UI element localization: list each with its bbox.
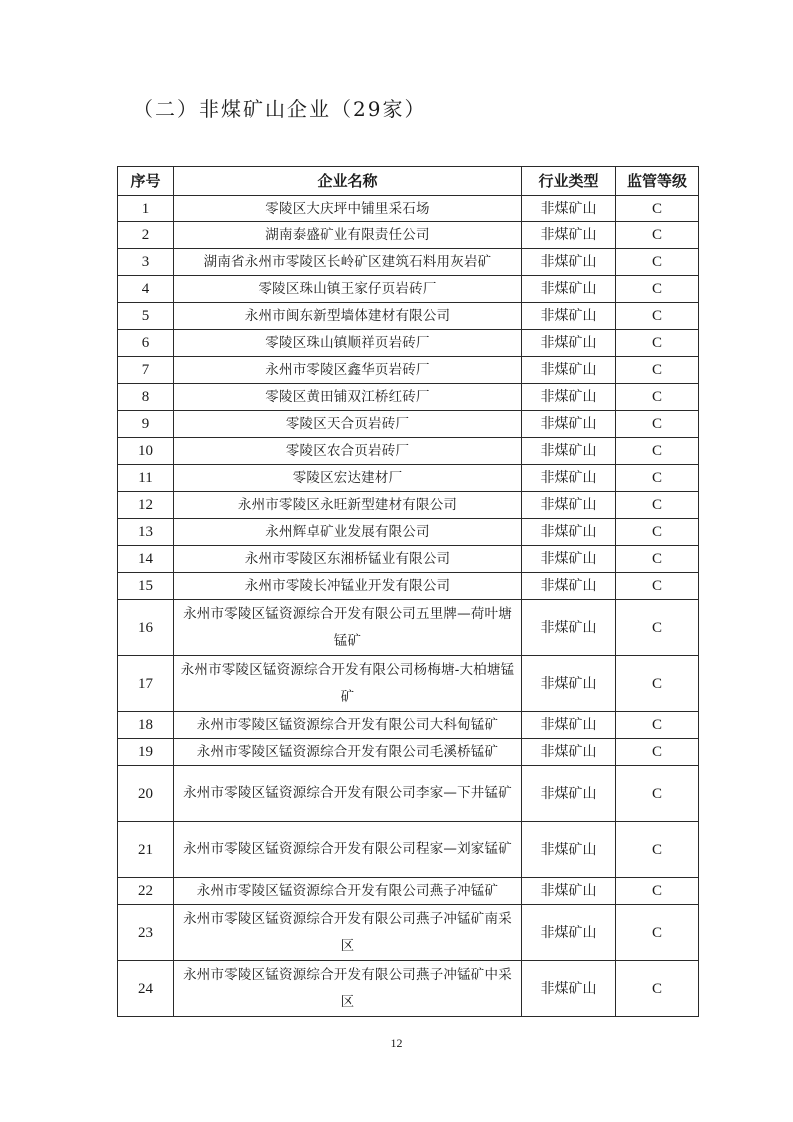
row-seq: 14	[118, 546, 174, 573]
table-row	[118, 739, 699, 766]
row-company-name: 永州市闽东新型墙体建材有限公司	[174, 303, 522, 330]
table-row	[118, 519, 699, 546]
row-industry-type: 非煤矿山	[522, 438, 616, 465]
row-supervision-grade: C	[616, 303, 699, 330]
row-company-name: 永州市零陵长冲锰业开发有限公司	[174, 573, 522, 600]
row-supervision-grade: C	[616, 249, 699, 276]
row-supervision-grade: C	[616, 656, 699, 712]
table-row	[118, 276, 699, 303]
row-company-name: 湖南泰盛矿业有限责任公司	[174, 222, 522, 249]
table-body	[118, 196, 699, 1017]
row-company-name: 永州市零陵区鑫华页岩砖厂	[174, 357, 522, 384]
row-industry-type: 非煤矿山	[522, 739, 616, 766]
row-supervision-grade: C	[616, 492, 699, 519]
row-supervision-grade: C	[616, 739, 699, 766]
row-seq: 19	[118, 739, 174, 766]
row-seq: 20	[118, 766, 174, 822]
row-seq: 7	[118, 357, 174, 384]
header-type: 行业类型	[522, 167, 616, 196]
row-supervision-grade: C	[616, 222, 699, 249]
row-supervision-grade: C	[616, 766, 699, 822]
table-row	[118, 249, 699, 276]
table-row	[118, 878, 699, 905]
row-industry-type: 非煤矿山	[522, 961, 616, 1017]
row-industry-type: 非煤矿山	[522, 519, 616, 546]
row-industry-type: 非煤矿山	[522, 573, 616, 600]
row-company-name: 永州市零陵区锰资源综合开发有限公司大科甸锰矿	[174, 712, 522, 739]
table-row	[118, 196, 699, 222]
row-industry-type: 非煤矿山	[522, 600, 616, 656]
row-company-name: 永州市零陵区锰资源综合开发有限公司程家—刘家锰矿	[174, 822, 522, 878]
row-company-name: 永州市零陵区锰资源综合开发有限公司杨梅塘-大柏塘锰矿	[174, 656, 522, 712]
row-seq: 1	[118, 196, 174, 222]
row-company-name: 永州市零陵区东湘桥锰业有限公司	[174, 546, 522, 573]
row-seq: 15	[118, 573, 174, 600]
row-industry-type: 非煤矿山	[522, 546, 616, 573]
row-company-name: 零陵区珠山镇顺祥页岩砖厂	[174, 330, 522, 357]
row-seq: 2	[118, 222, 174, 249]
row-supervision-grade: C	[616, 384, 699, 411]
row-company-name: 零陵区农合页岩砖厂	[174, 438, 522, 465]
row-industry-type: 非煤矿山	[522, 878, 616, 905]
row-supervision-grade: C	[616, 330, 699, 357]
row-supervision-grade: C	[616, 878, 699, 905]
row-company-name: 永州市零陵区锰资源综合开发有限公司燕子冲锰矿中采区	[174, 961, 522, 1017]
row-seq: 11	[118, 465, 174, 492]
row-supervision-grade: C	[616, 546, 699, 573]
row-company-name: 零陵区大庆坪中铺里采石场	[174, 196, 522, 222]
row-supervision-grade: C	[616, 822, 699, 878]
table-row	[118, 330, 699, 357]
row-supervision-grade: C	[616, 712, 699, 739]
row-company-name: 永州市零陵区锰资源综合开发有限公司李家—下井锰矿	[174, 766, 522, 822]
row-industry-type: 非煤矿山	[522, 822, 616, 878]
row-company-name: 永州市零陵区锰资源综合开发有限公司燕子冲锰矿南采区	[174, 905, 522, 961]
row-seq: 23	[118, 905, 174, 961]
row-industry-type: 非煤矿山	[522, 492, 616, 519]
table-row	[118, 303, 699, 330]
row-seq: 10	[118, 438, 174, 465]
row-company-name: 湖南省永州市零陵区长岭矿区建筑石料用灰岩矿	[174, 249, 522, 276]
table-row	[118, 546, 699, 573]
table-row	[118, 492, 699, 519]
header-seq: 序号	[118, 167, 174, 196]
row-industry-type: 非煤矿山	[522, 384, 616, 411]
row-supervision-grade: C	[616, 276, 699, 303]
row-industry-type: 非煤矿山	[522, 465, 616, 492]
table-row	[118, 905, 699, 961]
row-supervision-grade: C	[616, 600, 699, 656]
row-supervision-grade: C	[616, 519, 699, 546]
row-seq: 22	[118, 878, 174, 905]
table-row	[118, 465, 699, 492]
row-seq: 5	[118, 303, 174, 330]
row-supervision-grade: C	[616, 438, 699, 465]
table-row	[118, 573, 699, 600]
table-row	[118, 384, 699, 411]
row-seq: 24	[118, 961, 174, 1017]
row-company-name: 零陵区天合页岩砖厂	[174, 411, 522, 438]
table-row	[118, 357, 699, 384]
row-company-name: 永州辉卓矿业发展有限公司	[174, 519, 522, 546]
row-company-name: 零陵区黄田铺双江桥红砖厂	[174, 384, 522, 411]
row-industry-type: 非煤矿山	[522, 357, 616, 384]
row-industry-type: 非煤矿山	[522, 249, 616, 276]
row-supervision-grade: C	[616, 196, 699, 222]
table-row	[118, 961, 699, 1017]
row-supervision-grade: C	[616, 411, 699, 438]
row-company-name: 永州市零陵区锰资源综合开发有限公司五里牌—荷叶塘锰矿	[174, 600, 522, 656]
row-industry-type: 非煤矿山	[522, 196, 616, 222]
row-company-name: 永州市零陵区锰资源综合开发有限公司燕子冲锰矿	[174, 878, 522, 905]
row-industry-type: 非煤矿山	[522, 330, 616, 357]
row-supervision-grade: C	[616, 357, 699, 384]
table-row	[118, 766, 699, 822]
row-industry-type: 非煤矿山	[522, 276, 616, 303]
table-row	[118, 822, 699, 878]
row-seq: 18	[118, 712, 174, 739]
row-seq: 12	[118, 492, 174, 519]
row-supervision-grade: C	[616, 905, 699, 961]
header-grade: 监管等级	[616, 167, 699, 196]
row-seq: 16	[118, 600, 174, 656]
table-row	[118, 411, 699, 438]
row-seq: 9	[118, 411, 174, 438]
row-industry-type: 非煤矿山	[522, 905, 616, 961]
table-row	[118, 656, 699, 712]
row-seq: 21	[118, 822, 174, 878]
table-row	[118, 600, 699, 656]
row-industry-type: 非煤矿山	[522, 411, 616, 438]
row-industry-type: 非煤矿山	[522, 712, 616, 739]
row-seq: 8	[118, 384, 174, 411]
row-industry-type: 非煤矿山	[522, 222, 616, 249]
row-industry-type: 非煤矿山	[522, 303, 616, 330]
section-title: （二）非煤矿山企业（29家）	[133, 97, 427, 121]
row-seq: 4	[118, 276, 174, 303]
row-company-name: 永州市零陵区永旺新型建材有限公司	[174, 492, 522, 519]
table-row	[118, 712, 699, 739]
row-supervision-grade: C	[616, 961, 699, 1017]
table-row	[118, 222, 699, 249]
row-seq: 13	[118, 519, 174, 546]
row-supervision-grade: C	[616, 573, 699, 600]
header-name: 企业名称	[174, 167, 522, 196]
table-row	[118, 438, 699, 465]
row-seq: 3	[118, 249, 174, 276]
table-header-row	[118, 167, 699, 196]
row-company-name: 零陵区珠山镇王家仔页岩砖厂	[174, 276, 522, 303]
row-seq: 6	[118, 330, 174, 357]
row-company-name: 永州市零陵区锰资源综合开发有限公司毛溪桥锰矿	[174, 739, 522, 766]
row-supervision-grade: C	[616, 465, 699, 492]
enterprise-table	[117, 166, 699, 1017]
page-number: 12	[390, 1036, 403, 1050]
row-industry-type: 非煤矿山	[522, 656, 616, 712]
row-industry-type: 非煤矿山	[522, 766, 616, 822]
row-seq: 17	[118, 656, 174, 712]
row-company-name: 零陵区宏达建材厂	[174, 465, 522, 492]
